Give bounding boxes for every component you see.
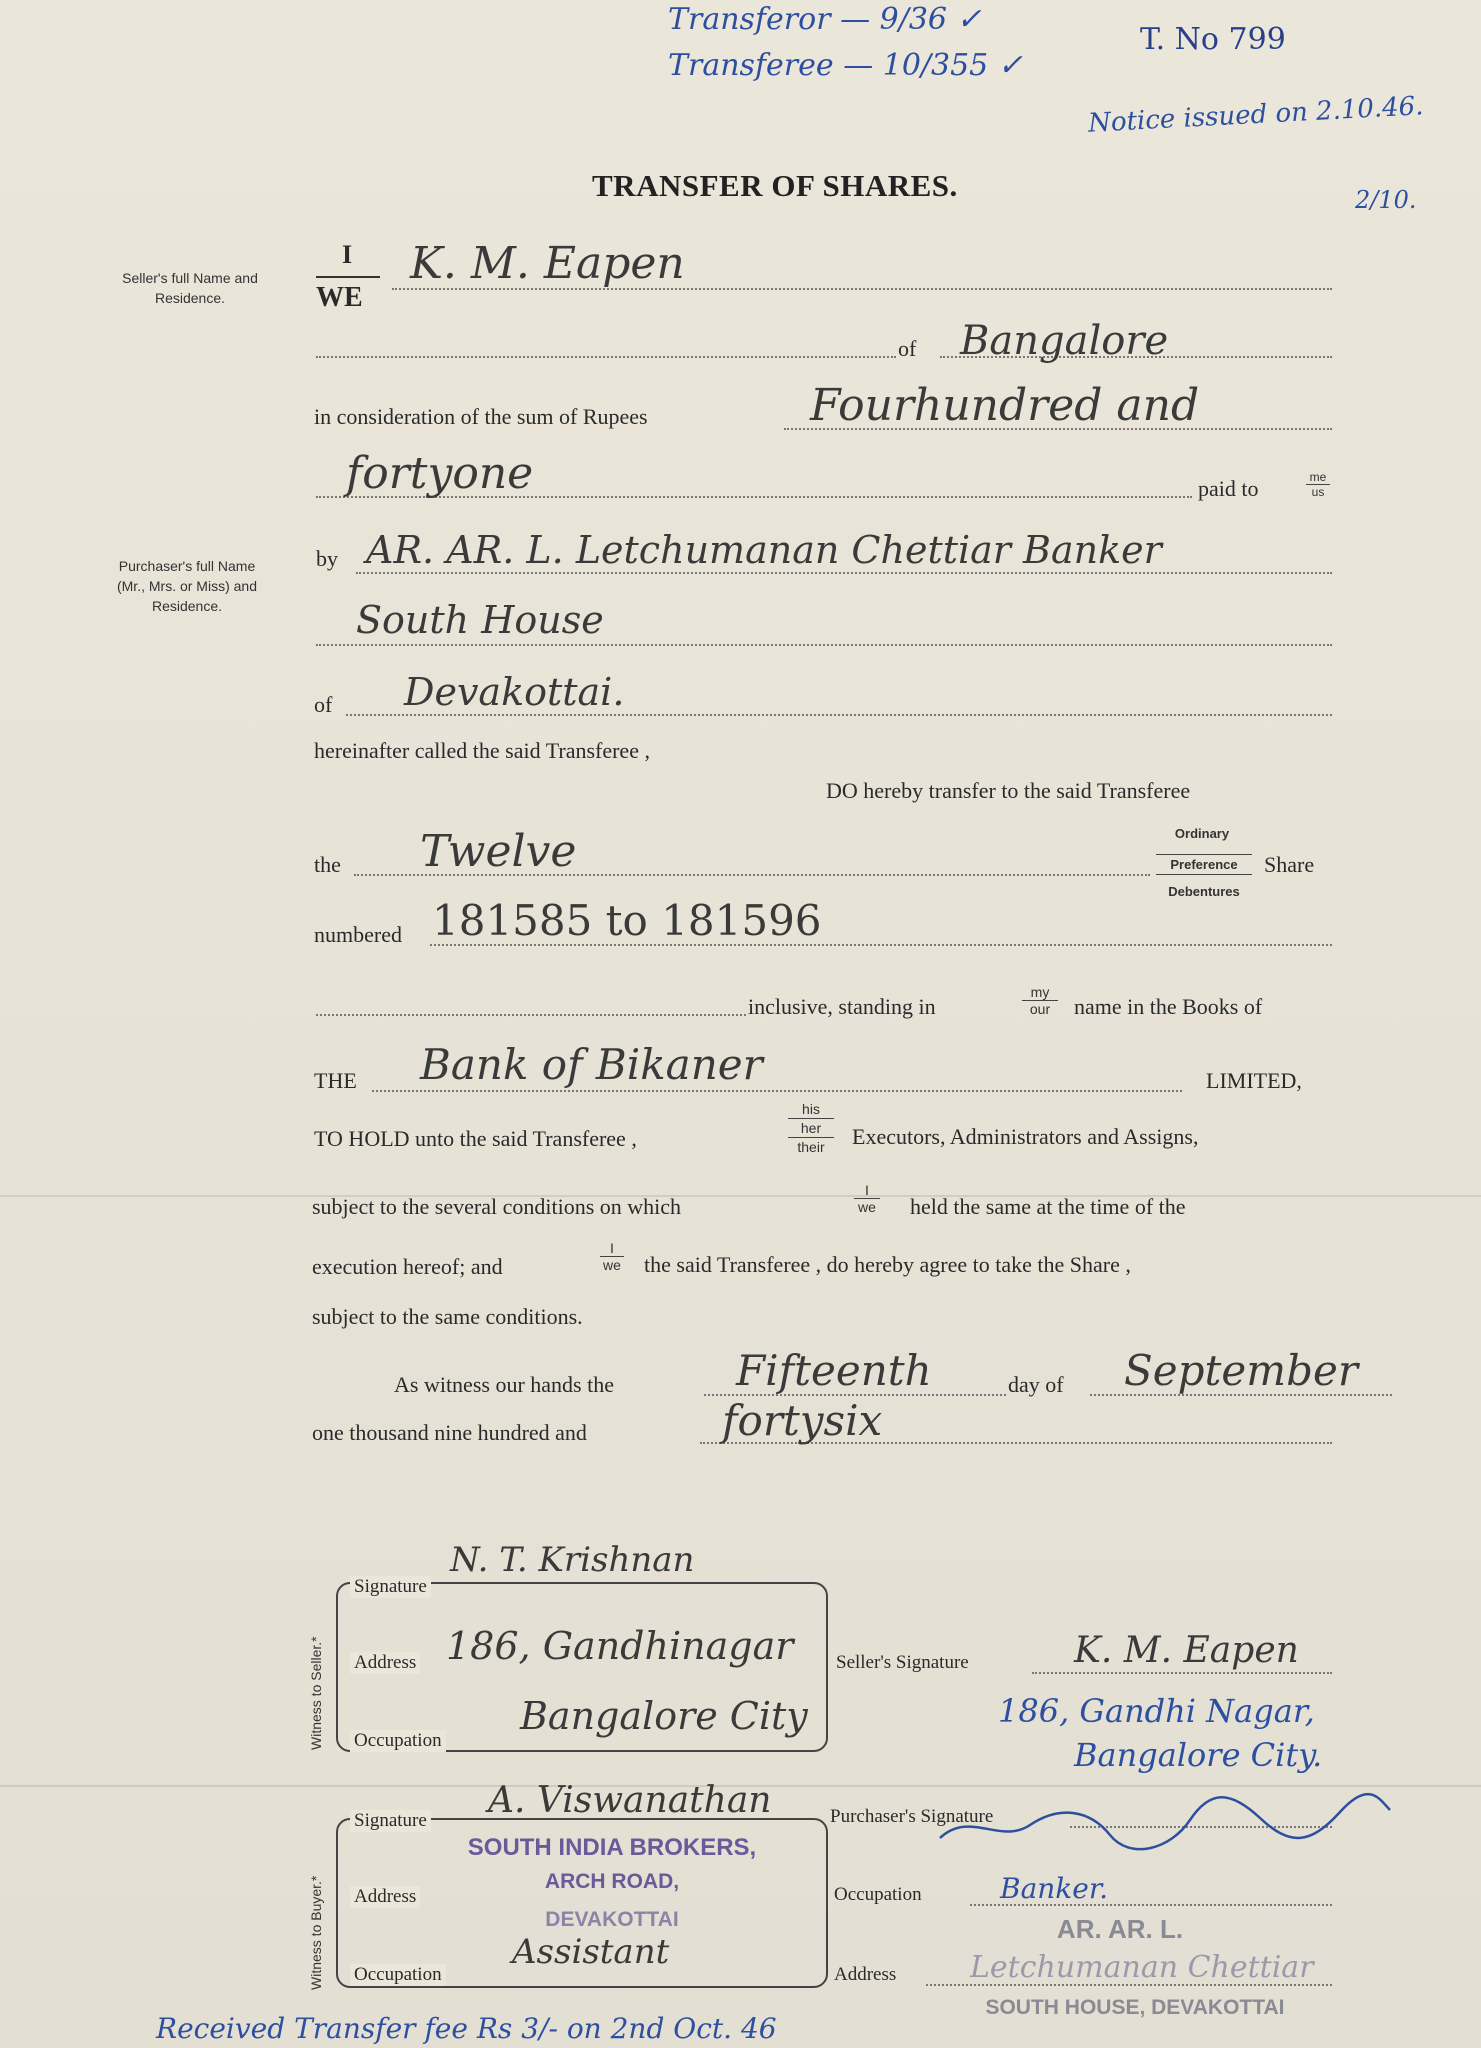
transfer-number: T. No 799	[1140, 22, 1286, 57]
seller-label: Seller's full Name and Residence.	[122, 270, 258, 306]
held-text: held the same at the time of the	[910, 1194, 1186, 1219]
do-hereby-text: DO hereby transfer to the said Transferee	[826, 778, 1191, 803]
bank-line	[372, 1090, 1182, 1092]
seller-address-2: Bangalore City.	[1074, 1736, 1323, 1774]
execution-text: execution hereof; and	[312, 1254, 503, 1279]
transferee-note: Transferee — 10/355 ✓	[668, 48, 1023, 83]
fraction-line	[316, 276, 380, 278]
witness-text: As witness our hands the	[394, 1372, 614, 1397]
i-we-fraction-2	[600, 1240, 624, 1273]
purchaser-occupation: Banker.	[1000, 1872, 1109, 1905]
my-label: my	[1030, 984, 1050, 1000]
hereinafter-text: hereinafter called the said Transferee ,	[314, 738, 650, 763]
we-small-label: we	[858, 1199, 876, 1215]
buyer-witness-signature-label: Signature	[350, 1810, 431, 1832]
the-label: the	[314, 852, 341, 877]
amount-value-2: fortyone	[346, 448, 534, 499]
seller-witness-signature: N. T. Krishnan	[450, 1540, 695, 1580]
us-label: us	[1311, 485, 1325, 499]
seller-witness-occupation-label: Occupation	[350, 1730, 446, 1752]
buyer-witness-occupation: Assistant	[512, 1932, 670, 1972]
preference-label: Preference	[1156, 854, 1252, 875]
share-count-value: Twelve	[420, 826, 577, 877]
his-label: his	[802, 1101, 820, 1117]
notice-note: Notice issued on 2.10.46.	[1087, 91, 1425, 139]
purchaser-occupation-label: Occupation	[834, 1884, 922, 1905]
purchaser-line-2	[316, 644, 1332, 646]
seller-witness-address-label: Address	[350, 1652, 420, 1674]
seller-address-1: 186, Gandhi Nagar,	[998, 1692, 1315, 1730]
amount-value-1: Fourhundred and	[810, 380, 1200, 431]
seller-signature-line	[1032, 1672, 1332, 1674]
numbered-label: numbered	[314, 922, 402, 947]
buyer-witness-signature: A. Viswanathan	[488, 1780, 772, 1821]
seller-witness-occupation: Bangalore City	[520, 1694, 808, 1738]
share-numbers-value: 181585 to 181596	[432, 896, 822, 945]
purchaser-value-2: South House	[356, 598, 604, 642]
seller-signature: K. M. Eapen	[1074, 1630, 1299, 1671]
limited-label: LIMITED,	[1206, 1068, 1302, 1093]
by-label: by	[316, 546, 338, 571]
seller-witness-signature-label: Signature	[350, 1576, 431, 1598]
purchaser-address-label: Address	[834, 1964, 897, 1985]
one-thousand-text: one thousand nine hundred and	[312, 1420, 587, 1445]
share-label: Share	[1264, 852, 1315, 877]
seller-city-value: Bangalore	[960, 318, 1169, 364]
his-her-their-fraction	[788, 1100, 834, 1156]
seller-signature-label: Seller's Signature	[836, 1652, 969, 1673]
purchaser-stamp-line-2: Letchumanan Chettiar	[970, 1950, 1314, 1985]
broker-stamp-line-1: SOUTH INDIA BROKERS,	[467, 1834, 757, 1861]
purchaser-signature-mark	[930, 1790, 1400, 1860]
broker-stamp-line-2: ARCH ROAD,	[544, 1870, 680, 1893]
fold-line	[0, 1195, 1481, 1197]
our-label: our	[1029, 1001, 1051, 1017]
to-hold-text: TO HOLD unto the said Transferee ,	[314, 1126, 637, 1151]
month-value: September	[1124, 1346, 1358, 1395]
her-label: her	[800, 1120, 822, 1136]
consideration-label: in consideration of the sum of Rupees	[314, 404, 648, 429]
inclusive-text: inclusive, standing in	[748, 994, 936, 1019]
purchaser-stamp-line-1: AR. AR. L.	[1056, 1914, 1184, 1944]
buyer-witness-occupation-label: Occupation	[350, 1964, 446, 1986]
witness-buyer-side-label: Witness to Buyer.*	[308, 1875, 324, 1990]
seller-name-value: K. M. Eapen	[410, 238, 685, 289]
debentures-label: Debentures	[1168, 884, 1240, 899]
dotted-line	[316, 356, 896, 358]
year-value: fortysix	[722, 1396, 883, 1445]
purchaser-line-1	[356, 572, 1332, 574]
purchaser-city-line	[346, 714, 1332, 716]
ordinary-label: Ordinary	[1174, 826, 1230, 841]
of-label: of	[898, 336, 917, 361]
pronoun-i: I	[342, 240, 353, 269]
subject-same-text: subject to the same conditions.	[312, 1304, 583, 1329]
purchaser-label: Purchaser's full Name (Mr., Mrs. or Miss) and Residence.	[116, 558, 257, 614]
seller-witness-address: 186, Gandhinagar	[446, 1624, 794, 1668]
purchaser-value-1: AR. AR. L. Letchumanan Chettiar Banker	[366, 528, 1162, 572]
dotted-line	[316, 1014, 746, 1016]
i-small-label: I	[865, 1182, 869, 1198]
name-books-text: name in the Books of	[1074, 994, 1263, 1019]
their-label: their	[797, 1139, 825, 1155]
agree-text: the said Transferee , do hereby agree to take the Share ,	[644, 1252, 1131, 1277]
day-of-label: day of	[1008, 1372, 1064, 1397]
my-our-fraction	[1022, 984, 1058, 1017]
paid-to-label: paid to	[1198, 476, 1259, 501]
executors-text: Executors, Administrators and Assigns,	[852, 1124, 1199, 1149]
day-value: Fifteenth	[736, 1346, 932, 1395]
transfer-fee-note: Received Transfer fee Rs 3/- on 2nd Oct. 46	[156, 2012, 777, 2045]
pronoun-we: WE	[316, 282, 363, 313]
me-us-fraction	[1306, 470, 1330, 499]
subject-text: subject to the several conditions on which	[312, 1194, 682, 1219]
i-we-fraction	[854, 1182, 880, 1215]
witness-seller-side-label: Witness to Seller.*	[308, 1636, 324, 1750]
document-title: TRANSFER OF SHARES.	[592, 168, 958, 203]
i-small-label-2: I	[610, 1240, 614, 1256]
purchaser-city-value: Devakottai.	[404, 670, 625, 714]
of-label-2: of	[314, 692, 333, 717]
me-label: me	[1309, 470, 1327, 484]
bank-value: Bank of Bikaner	[420, 1040, 763, 1089]
the-caps-label: THE	[314, 1068, 357, 1093]
purchaser-signature-label: Purchaser's Signature	[830, 1806, 994, 1827]
purchaser-stamp-line-3: SOUTH HOUSE, DEVAKOTTAI	[985, 1996, 1285, 2019]
buyer-witness-address-label: Address	[350, 1886, 420, 1908]
we-small-label-2: we	[603, 1257, 621, 1273]
transferor-note: Transferor — 9/36 ✓	[668, 2, 982, 37]
notice-initials: 2/10.	[1355, 186, 1417, 214]
broker-stamp-line-3: DEVAKOTTAI	[545, 1908, 679, 1931]
